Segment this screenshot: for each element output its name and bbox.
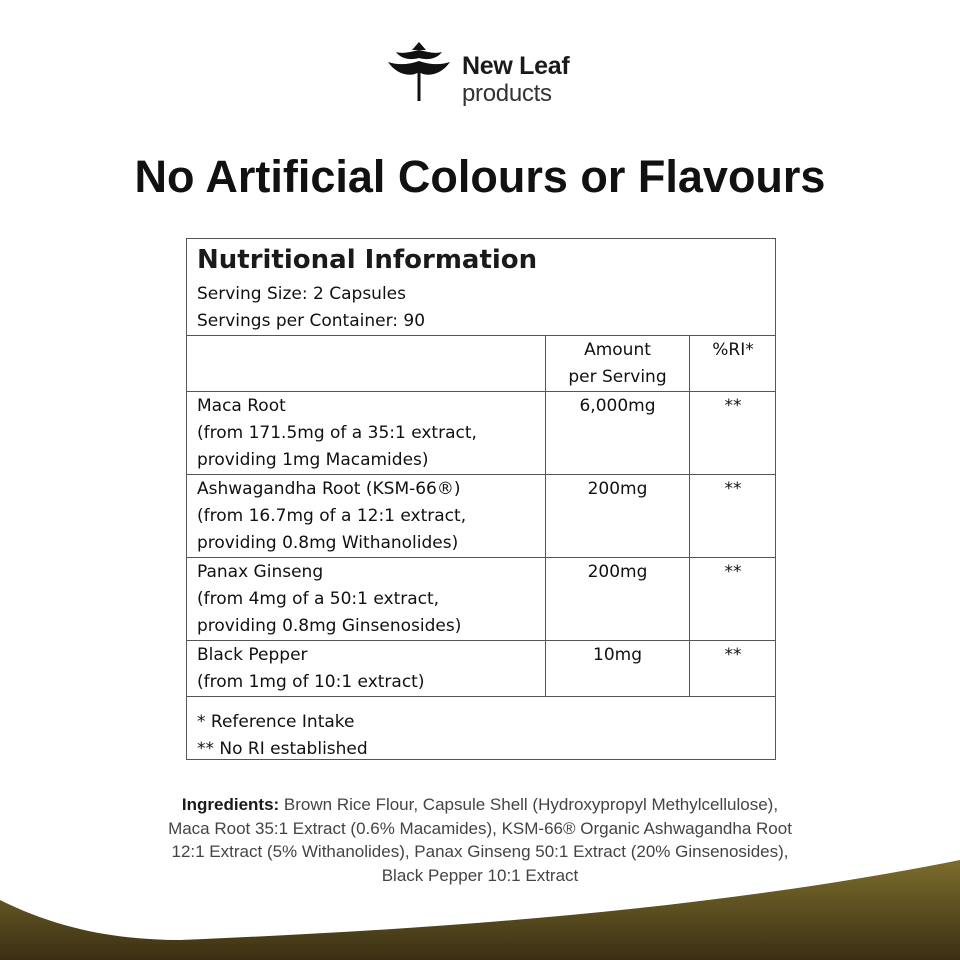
ingredient-detail: (from 171.5mg of a 35:1 extract, xyxy=(197,423,477,443)
ingredient-detail: providing 0.8mg Ginsenosides) xyxy=(197,616,462,636)
ingredient-cell xyxy=(187,641,546,696)
ingredient-name: Panax Ginseng xyxy=(197,562,324,582)
ingredient-detail: providing 0.8mg Withanolides) xyxy=(197,533,459,553)
brand-logo xyxy=(386,38,586,108)
ingredients-line xyxy=(80,793,880,817)
ingredient-name: Ashwagandha Root (KSM-66®) xyxy=(197,479,461,499)
ingredient-detail: providing 1mg Macamides) xyxy=(197,450,429,470)
amount-cell: 200mg xyxy=(546,475,690,557)
ingredients-label: Ingredients: xyxy=(181,795,280,814)
amount-cell: 6,000mg xyxy=(546,392,690,474)
nutrition-header xyxy=(187,239,775,336)
ingredient-cell xyxy=(187,558,546,640)
serving-size: Serving Size: 2 Capsules xyxy=(197,284,406,304)
header-amount-line2: per Serving xyxy=(568,367,667,387)
ingredient-detail: (from 1mg of 10:1 extract) xyxy=(197,672,425,692)
ingredient-cell xyxy=(187,475,546,557)
brand-subtitle: products xyxy=(462,80,552,107)
ground-decoration xyxy=(0,840,960,960)
nutrition-panel xyxy=(186,238,776,760)
ingredient-detail: (from 4mg of a 50:1 extract, xyxy=(197,589,440,609)
footnotes xyxy=(197,709,368,763)
ingredients-line: Black Pepper 10:1 Extract xyxy=(381,865,579,885)
header-cell-ingredient xyxy=(187,336,546,391)
ingredients-line: 12:1 Extract (5% Withanolides), Panax Ginseng 50:1 Extract (20% Ginsenosides), xyxy=(171,842,789,861)
headline: No Artificial Colours or Flavours xyxy=(134,151,826,202)
ingredients-line-text: Brown Rice Flour, Capsule Shell (Hydroxypropyl Methylcellulose), xyxy=(279,795,779,814)
ingredient-cell xyxy=(187,392,546,474)
ingredient-name: Black Pepper xyxy=(197,645,308,665)
ingredients-line: Maca Root 35:1 Extract (0.6% Macamides), KSM-66® Organic Ashwagandha Root xyxy=(168,818,792,838)
header-cell-ri xyxy=(690,336,776,391)
header-ri-label: %RI* xyxy=(712,340,754,360)
table-row xyxy=(187,475,775,558)
brand-name: New Leaf xyxy=(462,52,570,80)
amount-cell: 200mg xyxy=(546,558,690,640)
footnote-no-ri: ** No RI established xyxy=(197,739,368,759)
nutrition-title: Nutritional Information xyxy=(197,245,538,275)
table-header-row xyxy=(187,336,775,392)
leaf-tree-icon xyxy=(386,38,452,104)
table-row xyxy=(187,641,775,697)
ingredient-detail: (from 16.7mg of a 12:1 extract, xyxy=(197,506,467,526)
table-row xyxy=(187,392,775,475)
footnote-reference-intake: * Reference Intake xyxy=(197,712,355,732)
header-cell-amount xyxy=(546,336,690,391)
ri-cell: ** xyxy=(724,479,742,499)
servings-per-container: Servings per Container: 90 xyxy=(197,311,426,331)
ri-cell: ** xyxy=(724,396,742,416)
ingredient-name: Maca Root xyxy=(197,396,286,416)
ri-cell: ** xyxy=(724,562,742,582)
header-amount-line1: Amount xyxy=(584,340,651,360)
table-row xyxy=(187,558,775,641)
amount-cell: 10mg xyxy=(546,641,690,696)
ri-cell: ** xyxy=(724,645,742,665)
